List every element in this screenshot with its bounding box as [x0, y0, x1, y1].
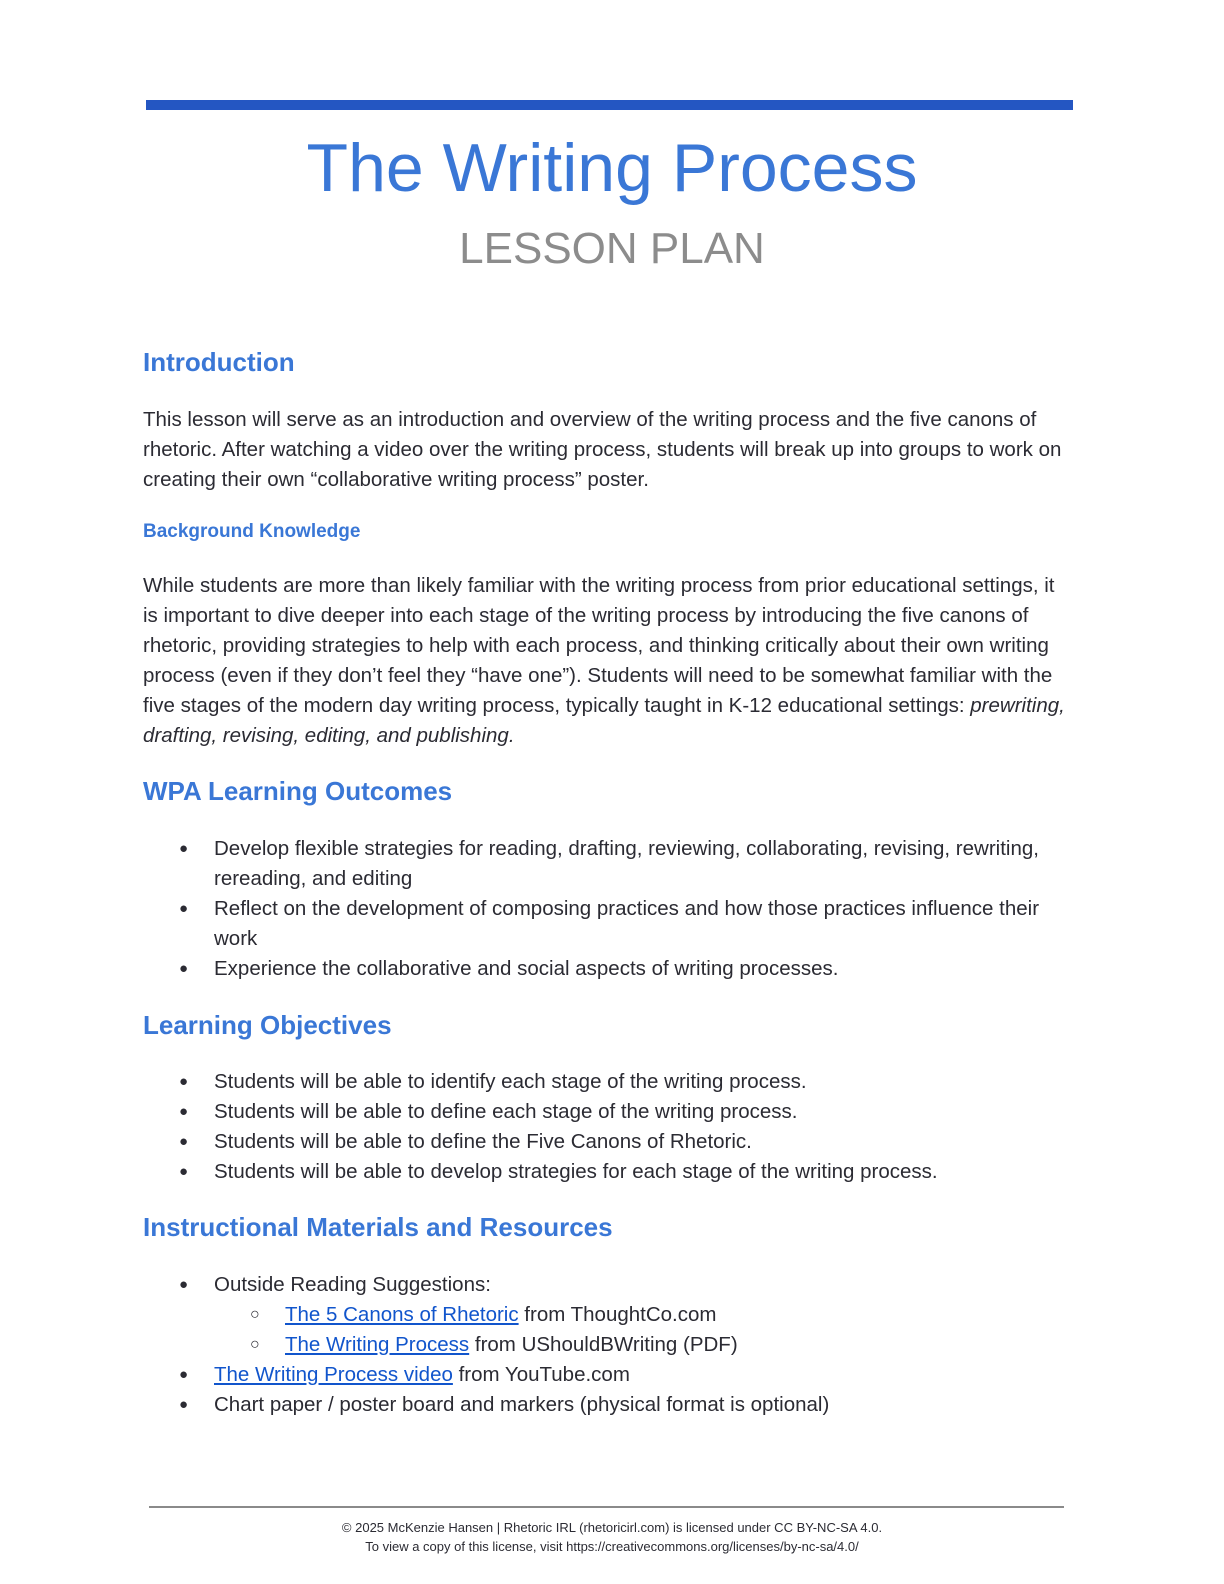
- list-item-text: Reflect on the development of composing practices and how those practices influence their work: [214, 897, 1040, 950]
- reading-suggestions-label: Outside Reading Suggestions:: [214, 1273, 491, 1296]
- list-item-text: Students will be able to identify each stage of the writing process.: [214, 1070, 807, 1093]
- canons-of-rhetoric-link[interactable]: The 5 Canons of Rhetoric: [285, 1303, 519, 1326]
- link-source: from UShouldBWriting (PDF): [469, 1333, 738, 1356]
- background-body-text: While students are more than likely familiar with the writing process from prior educational settings, it is important to dive deeper into each stage of the writing process by introducing the five canons of rhetoric, providing strategies to help with each process, and thinking critically about their own writing process (even if they don’t feel they “have one”). Students will need to be somewhat familiar with the five stages of the modern day writing process, typically taught in K-12 educational settings:: [143, 574, 1055, 717]
- bullet-icon: ●: [179, 840, 189, 857]
- list-item: [143, 1330, 1073, 1360]
- list-item-text: Students will be able to define each stage of the writing process.: [214, 1100, 798, 1123]
- footer-license: © 2025 McKenzie Hansen | Rhetoric IRL (rhetoricirl.com) is licensed under CC BY-NC-SA 4.0.: [341, 1520, 883, 1535]
- list-item-text: Students will be able to define the Five Canons of Rhetoric.: [214, 1130, 752, 1153]
- hollow-bullet-icon: ○: [250, 1306, 260, 1323]
- footer-license-link: To view a copy of this license, visit https://creativecommons.org/licenses/by-nc-sa/4.0/: [365, 1539, 859, 1554]
- bullet-icon: ●: [179, 900, 189, 917]
- list-item: [143, 1097, 1073, 1127]
- bullet-icon: ●: [179, 1396, 189, 1413]
- introduction-heading: Introduction: [143, 347, 295, 377]
- list-item: [143, 1390, 1073, 1420]
- materials-heading: Instructional Materials and Resources: [143, 1212, 613, 1242]
- page-title: The Writing Process: [306, 130, 918, 206]
- bullet-icon: ●: [179, 960, 189, 977]
- background-body-stages: prewriting, drafting, revising, editing, and publishing.: [143, 694, 1065, 747]
- list-item: [143, 1127, 1073, 1157]
- background-heading: Background Knowledge: [143, 521, 361, 542]
- bullet-icon: ●: [179, 1073, 189, 1090]
- list-item: [143, 1360, 1073, 1390]
- list-item-text: Chart paper / poster board and markers (physical format is optional): [214, 1393, 830, 1416]
- writing-process-pdf-link[interactable]: The Writing Process: [285, 1333, 470, 1356]
- bullet-icon: ●: [179, 1366, 189, 1383]
- list-item: [143, 894, 1073, 954]
- list-item: [143, 834, 1073, 894]
- objectives-list: [143, 1067, 1073, 1187]
- bullet-icon: ●: [179, 1163, 189, 1180]
- bullet-icon: ●: [179, 1276, 189, 1293]
- footer-divider: [149, 1506, 1064, 1508]
- objectives-heading: Learning Objectives: [143, 1010, 392, 1040]
- list-item-text: Experience the collaborative and social aspects of writing processes.: [214, 957, 839, 980]
- writing-process-video-link[interactable]: The Writing Process video: [214, 1363, 453, 1386]
- materials-list: [143, 1270, 1073, 1420]
- link-source: from YouTube.com: [452, 1363, 630, 1386]
- bullet-icon: ●: [179, 1133, 189, 1150]
- link-source: from ThoughtCo.com: [518, 1303, 717, 1326]
- page-subtitle: LESSON PLAN: [459, 224, 765, 273]
- wpa-outcomes-heading: WPA Learning Outcomes: [143, 776, 453, 806]
- bullet-icon: ●: [179, 1103, 189, 1120]
- background-body: [143, 571, 1073, 751]
- list-item: [143, 1157, 1073, 1187]
- top-divider: [146, 100, 1073, 110]
- list-item: [143, 1270, 1073, 1300]
- wpa-outcomes-list: [143, 834, 1073, 984]
- list-item-text: Develop flexible strategies for reading, drafting, reviewing, collaborating, revising, rewriting, rereading, and editing: [214, 837, 1039, 890]
- list-item-text: Students will be able to develop strategies for each stage of the writing process.: [214, 1160, 938, 1183]
- introduction-body: This lesson will serve as an introduction and overview of the writing process and the five canons of rhetoric. After watching a video over the writing process, students will break up into groups to work on creating their own “collaborative writing process” poster.: [143, 408, 1062, 491]
- list-item: [143, 1300, 1073, 1330]
- list-item: [143, 1067, 1073, 1097]
- hollow-bullet-icon: ○: [250, 1336, 260, 1353]
- list-item: [143, 954, 1073, 984]
